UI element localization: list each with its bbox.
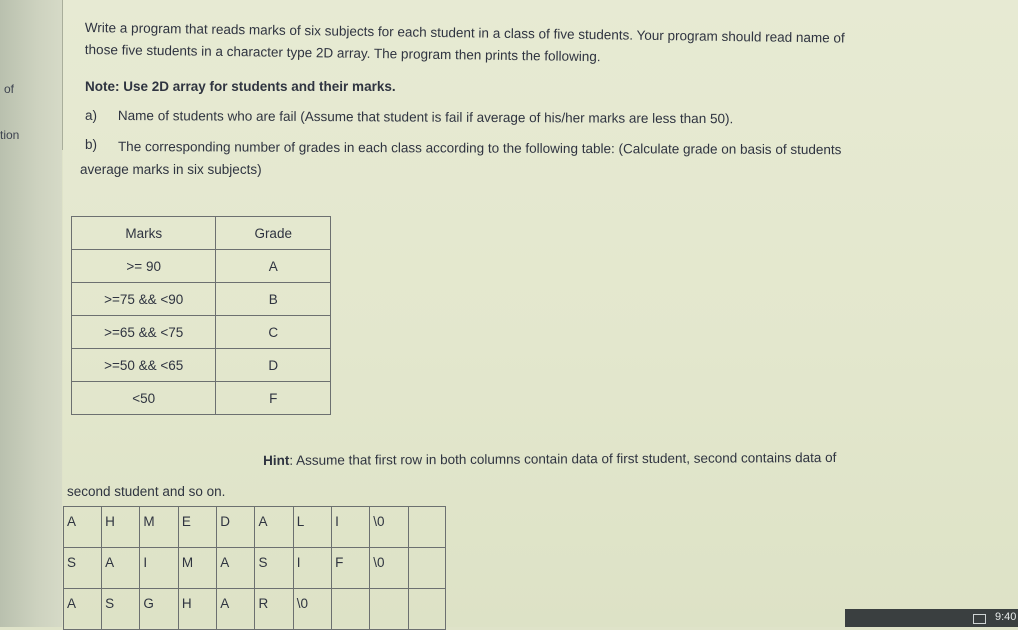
taskbar bbox=[845, 609, 1018, 627]
char-cell: F bbox=[332, 548, 370, 589]
char-cell: M bbox=[178, 548, 216, 589]
marks-cell: >=50 && <65 bbox=[72, 349, 216, 382]
note-text: Note: Use 2D array for students and their marks. bbox=[85, 79, 396, 94]
marks-cell: >=75 && <90 bbox=[72, 283, 216, 316]
table-row bbox=[72, 250, 331, 283]
part-a-text: Name of students who are fail (Assume that student is fail if average of his/her marks are less than 50). bbox=[117, 107, 734, 127]
grade-cell: C bbox=[216, 316, 331, 349]
taskbar-clock: 9:40 bbox=[995, 611, 1017, 623]
char-cell: \0 bbox=[370, 548, 408, 589]
char-cell: G bbox=[140, 589, 178, 630]
char-cell: \0 bbox=[293, 589, 331, 630]
question-line-1: Write a program that reads marks of six subjects for each student in a class of five students. Your program should read name of bbox=[84, 19, 845, 46]
char-cell bbox=[408, 507, 445, 548]
char-cell: S bbox=[102, 589, 140, 630]
char-cell: A bbox=[217, 548, 255, 589]
part-b-text-continued: average marks in six subjects) bbox=[80, 162, 262, 177]
table-row bbox=[72, 382, 331, 415]
hint-text-continued: second student and so on. bbox=[67, 484, 226, 499]
grade-table bbox=[71, 216, 331, 415]
part-a-label: a) bbox=[85, 108, 98, 123]
char-cell: \0 bbox=[370, 507, 408, 548]
char-cell: I bbox=[140, 548, 178, 589]
char-cell bbox=[370, 589, 408, 630]
char-cell: R bbox=[255, 589, 293, 630]
question-line-2: those five students in a character type 2D array. The program then prints the following. bbox=[84, 41, 601, 65]
side-fragment-of: of bbox=[4, 82, 15, 96]
marks-cell: >= 90 bbox=[72, 250, 216, 283]
student-names-array bbox=[63, 506, 446, 630]
grade-cell: A bbox=[216, 250, 331, 283]
notification-icon[interactable] bbox=[973, 614, 986, 624]
grade-header: Grade bbox=[216, 217, 331, 250]
hint-text bbox=[263, 448, 836, 471]
grade-cell: F bbox=[216, 382, 331, 415]
char-cell: S bbox=[64, 548, 102, 589]
char-cell: E bbox=[178, 507, 216, 548]
char-cell: A bbox=[64, 507, 102, 548]
char-cell: I bbox=[332, 507, 370, 548]
grade-cell: B bbox=[216, 283, 331, 316]
part-b-text: The corresponding number of grades in each class according to the following table: (Calculate grade on basis of students bbox=[117, 138, 842, 158]
question-document bbox=[63, 0, 1018, 627]
char-cell: I bbox=[293, 548, 331, 589]
side-fragment-tion: tion bbox=[0, 128, 20, 142]
char-cell: A bbox=[64, 589, 102, 630]
table-row bbox=[72, 283, 331, 316]
char-cell: L bbox=[293, 507, 331, 548]
table-row bbox=[72, 349, 331, 382]
char-array-row bbox=[64, 548, 446, 589]
marks-cell: <50 bbox=[72, 382, 216, 415]
char-cell: A bbox=[102, 548, 140, 589]
hint-label: Hint bbox=[263, 452, 290, 468]
background-window-strip bbox=[0, 0, 62, 627]
char-cell bbox=[332, 589, 370, 630]
char-cell: M bbox=[140, 507, 178, 548]
marks-cell: >=65 && <75 bbox=[72, 316, 216, 349]
char-cell: A bbox=[255, 507, 293, 548]
grade-cell: D bbox=[216, 349, 331, 382]
char-cell: H bbox=[178, 589, 216, 630]
char-cell: H bbox=[102, 507, 140, 548]
hint-body: : Assume that first row in both columns contain data of first student, second contains data of bbox=[289, 449, 837, 468]
marks-header: Marks bbox=[72, 217, 216, 250]
char-cell bbox=[408, 589, 445, 630]
grade-table-header bbox=[72, 217, 331, 250]
char-cell: D bbox=[217, 507, 255, 548]
part-b-label: b) bbox=[85, 137, 98, 152]
char-array-row bbox=[64, 589, 446, 630]
char-cell: S bbox=[255, 548, 293, 589]
char-array-row bbox=[64, 507, 446, 548]
table-row bbox=[72, 316, 331, 349]
char-cell: A bbox=[217, 589, 255, 630]
char-cell bbox=[408, 548, 445, 589]
